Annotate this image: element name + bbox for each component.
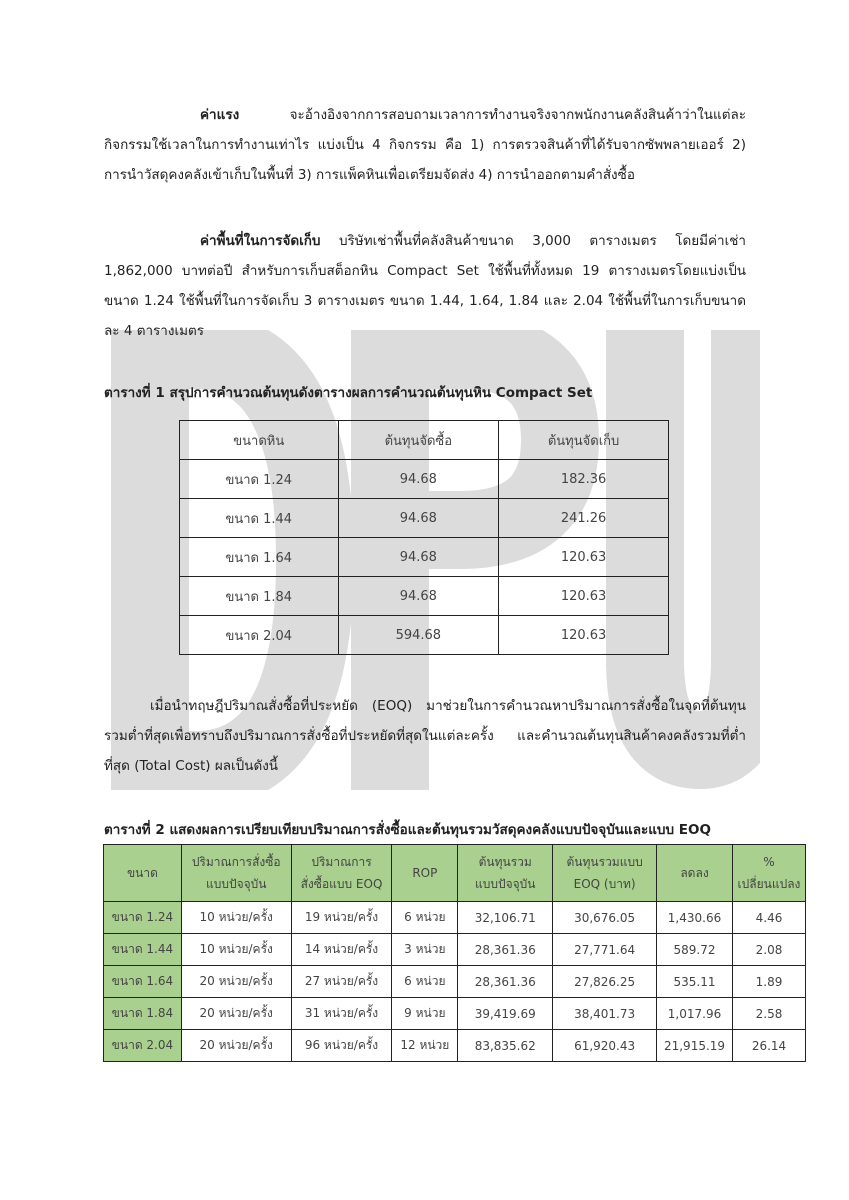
- header-line: แบบปัจจุบัน: [205, 877, 267, 891]
- table-row: [180, 460, 669, 499]
- table2-caption: ตารางที่ 2 แสดงผลการเปรียบเทียบปริมาณการสั่งซื้อและต้นทุนรวมวัสดุคงคลังแบบปัจจุบันและแบบ EOQ: [104, 822, 711, 838]
- header-line: ลดลง: [680, 866, 709, 880]
- table1-caption: ตารางที่ 1 สรุปการคำนวณต้นทุนดังตารางผลการคำนวณต้นทุนหิน Compact Set: [104, 385, 593, 401]
- table-cell: 94.68: [338, 499, 499, 538]
- table-cell: 241.26: [499, 499, 669, 538]
- table-cell: ขนาด 1.64: [180, 538, 339, 577]
- header-line: ปริมาณการสั่งซื้อ: [191, 855, 281, 869]
- table-row: [104, 1030, 806, 1062]
- table-row: [104, 934, 806, 966]
- table-cell: 30,676.05: [553, 902, 657, 934]
- table-cell: 32,106.71: [458, 902, 553, 934]
- table-cell: 94.68: [338, 577, 499, 616]
- table-cell: 26.14: [732, 1030, 805, 1062]
- table-cell: 14 หน่วย/ครั้ง: [291, 934, 392, 966]
- header-line: ROP: [412, 866, 438, 880]
- table-row: [180, 577, 669, 616]
- storage-cost-heading: ค่าพื้นที่ในการจัดเก็บ: [200, 233, 321, 249]
- table-row: [104, 902, 806, 934]
- table-cell: 2.58: [732, 998, 805, 1030]
- header-cell: ต้นทุนจัดซื้อ: [338, 421, 499, 460]
- table-row: [104, 998, 806, 1030]
- paragraph-storage-cost: [104, 226, 746, 346]
- header-cell: [291, 845, 392, 902]
- header-line: แบบปัจจุบัน: [474, 877, 536, 891]
- table-row: [180, 616, 669, 655]
- paragraph-eoq: [104, 691, 746, 781]
- header-line: เปลี่ยนแปลง: [737, 877, 801, 891]
- table-cell: 589.72: [657, 934, 733, 966]
- table-cell: 1,430.66: [657, 902, 733, 934]
- table-cell: 28,361.36: [458, 966, 553, 998]
- header-line: สั่งซื้อแบบ EOQ: [300, 877, 383, 891]
- table-cell: 21,915.19: [657, 1030, 733, 1062]
- header-cell: [104, 845, 182, 902]
- table-cell: 6 หน่วย: [392, 966, 458, 998]
- labor-cost-text: จะอ้างอิงจากการสอบถามเวลาการทำงานจริงจากพนักงานคลังสินค้าว่าในแต่ละกิจกรรมใช้เวลาในการทำงานเท่าไร แบ่งเป็น 4 กิจกรรม คือ 1) การตรวจสินค้าที่ได้รับจากซัพพลายเออร์ 2) การนำวัสดุคงคลังเข้าเก็บในพื้นที่ 3) การแพ็คหินเพื่อเตรียมจัดส่ง 4) การนำออกตามคำสั่งซื้อ: [104, 107, 746, 183]
- table-cell: 61,920.43: [553, 1030, 657, 1062]
- table-header-row: [180, 421, 669, 460]
- header-line: %: [763, 855, 775, 869]
- table-cell: ขนาด 1.84: [104, 998, 182, 1030]
- table-cell: ขนาด 1.84: [180, 577, 339, 616]
- table-cell: ขนาด 1.24: [180, 460, 339, 499]
- table-cell: 182.36: [499, 460, 669, 499]
- table-cell: 20 หน่วย/ครั้ง: [181, 998, 291, 1030]
- table-cell: 19 หน่วย/ครั้ง: [291, 902, 392, 934]
- header-cell: [657, 845, 733, 902]
- table-cell: 27,771.64: [553, 934, 657, 966]
- header-line: EOQ (บาท): [573, 877, 636, 891]
- table-header-row: [104, 845, 806, 902]
- table-cell: 3 หน่วย: [392, 934, 458, 966]
- table-cell: 38,401.73: [553, 998, 657, 1030]
- table-cell: 96 หน่วย/ครั้ง: [291, 1030, 392, 1062]
- header-cell: [181, 845, 291, 902]
- table-cell: 1.89: [732, 966, 805, 998]
- header-cell: [553, 845, 657, 902]
- table-cell: 39,419.69: [458, 998, 553, 1030]
- header-cell: [458, 845, 553, 902]
- table-cell: 27,826.25: [553, 966, 657, 998]
- cost-summary-table: [179, 420, 669, 655]
- eoq-comparison-table: [103, 844, 806, 1062]
- table-cell: ขนาด 1.44: [104, 934, 182, 966]
- table-cell: 120.63: [499, 577, 669, 616]
- labor-cost-heading: ค่าแรง: [200, 107, 240, 123]
- table-cell: 6 หน่วย: [392, 902, 458, 934]
- table-cell: 31 หน่วย/ครั้ง: [291, 998, 392, 1030]
- table-cell: 10 หน่วย/ครั้ง: [181, 934, 291, 966]
- table-cell: 594.68: [338, 616, 499, 655]
- header-cell: ต้นทุนจัดเก็บ: [499, 421, 669, 460]
- table-cell: 10 หน่วย/ครั้ง: [181, 902, 291, 934]
- header-line: ต้นทุนรวม: [478, 855, 532, 869]
- header-cell: [732, 845, 805, 902]
- table-cell: 20 หน่วย/ครั้ง: [181, 1030, 291, 1062]
- table-cell: ขนาด 1.64: [104, 966, 182, 998]
- table-cell: ขนาด 1.44: [180, 499, 339, 538]
- table-row: [180, 538, 669, 577]
- table-cell: 83,835.62: [458, 1030, 553, 1062]
- table-cell: 9 หน่วย: [392, 998, 458, 1030]
- table-cell: 535.11: [657, 966, 733, 998]
- table-cell: 27 หน่วย/ครั้ง: [291, 966, 392, 998]
- storage-cost-text: บริษัทเช่าพื้นที่คลังสินค้าขนาด 3,000 ตารางเมตร โดยมีค่าเช่า 1,862,000 บาทต่อปี สำหรับการเก็บสต็อกหิน Compact Set ใช้พื้นที่ทั้งหมด 19 ตารางเมตรโดยแบ่งเป็น ขนาด 1.24 ใช้พื้นที่ในการจัดเก็บ 3 ตารางเมตร ขนาด 1.44, 1.64, 1.84 และ 2.04 ใช้พื้นที่ในการเก็บขนาดละ 4 ตารางเมตร: [104, 233, 746, 339]
- table-cell: 12 หน่วย: [392, 1030, 458, 1062]
- table-cell: 120.63: [499, 616, 669, 655]
- table-cell: ขนาด 2.04: [104, 1030, 182, 1062]
- table-cell: 94.68: [338, 460, 499, 499]
- header-cell: ขนาดหิน: [180, 421, 339, 460]
- table-row: [104, 966, 806, 998]
- table-cell: 120.63: [499, 538, 669, 577]
- table-row: [180, 499, 669, 538]
- header-line: ต้นทุนรวมแบบ: [566, 855, 643, 869]
- table-cell: ขนาด 2.04: [180, 616, 339, 655]
- eoq-text: เมื่อนำทฤษฎีปริมาณสั่งซื้อที่ประหยัด (EOQ) มาช่วยในการคำนวณหาปริมาณการสั่งซื้อในจุดที่ต้นทุนรวมต่ำที่สุดเพื่อทราบถึงปริมาณการสั่งซื้อที่ประหยัดที่สุดในแต่ละครั้ง และคำนวณต้นทุนสินค้าคงคลังรวมที่ต่ำที่สุด (Total Cost) ผลเป็นดังนี้: [104, 698, 746, 774]
- paragraph-labor-cost: [104, 100, 746, 190]
- header-line: ปริมาณการ: [311, 855, 372, 869]
- table-cell: 28,361.36: [458, 934, 553, 966]
- table-cell: 94.68: [338, 538, 499, 577]
- header-cell: [392, 845, 458, 902]
- table-cell: 4.46: [732, 902, 805, 934]
- table-cell: 2.08: [732, 934, 805, 966]
- table-cell: 1,017.96: [657, 998, 733, 1030]
- header-line: ขนาด: [126, 866, 158, 880]
- table-cell: 20 หน่วย/ครั้ง: [181, 966, 291, 998]
- table-cell: ขนาด 1.24: [104, 902, 182, 934]
